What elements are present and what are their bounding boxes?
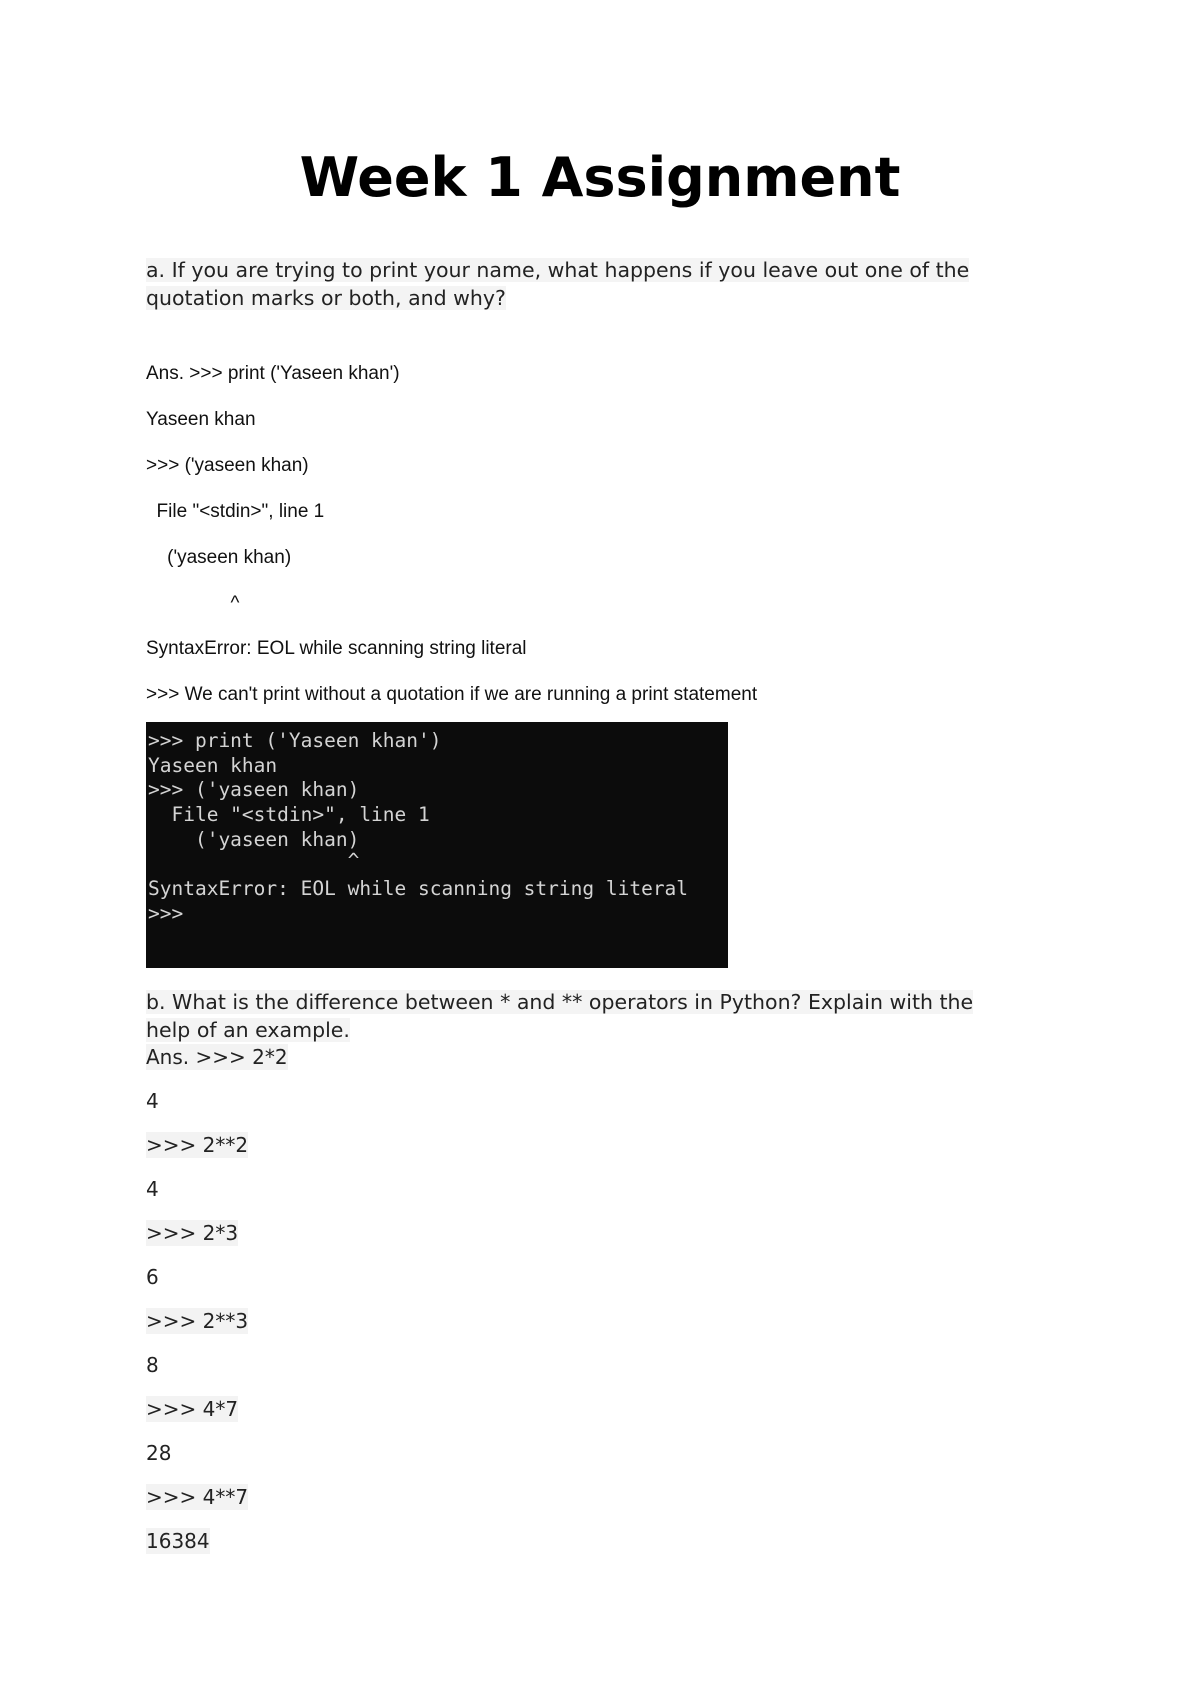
- answer-b-line: >>> 4*7: [146, 1397, 239, 1421]
- answer-b-line: 8: [146, 1353, 159, 1377]
- answer-a-line: File "<stdin>", line 1: [146, 501, 325, 522]
- answer-b-line: 28: [146, 1441, 172, 1465]
- question-b-line-2: help of an example.: [146, 1018, 350, 1042]
- question-a-line-2: quotation marks or both, and why?: [146, 286, 506, 310]
- answer-b-line: >>> 4**7: [146, 1485, 249, 1509]
- answer-b-line: 16384: [146, 1529, 210, 1553]
- terminal-line: ('yaseen khan): [148, 828, 360, 851]
- question-b-line-1: b. What is the difference between * and ** operators in Python? Explain with the: [146, 990, 974, 1014]
- answer-b-line: 4: [146, 1089, 159, 1113]
- terminal-screenshot: [146, 722, 728, 968]
- terminal-line: Yaseen khan: [148, 754, 278, 777]
- answer-a-line: SyntaxError: EOL while scanning string literal: [146, 638, 527, 659]
- answer-b-line: Ans. >>> 2*2: [146, 1045, 288, 1069]
- answer-b-line: 6: [146, 1265, 159, 1289]
- answer-b-line: >>> 2**2: [146, 1133, 249, 1157]
- answer-a-line: ^: [146, 593, 240, 614]
- answer-b-line: >>> 2*3: [146, 1221, 239, 1245]
- question-a-line-1: a. If you are trying to print your name, what happens if you leave out one of the: [146, 258, 970, 282]
- terminal-line: File "<stdin>", line 1: [148, 803, 430, 826]
- terminal-line: >>> ('yaseen khan): [148, 778, 360, 801]
- terminal-line: >>>: [148, 902, 184, 925]
- answer-a-line: Ans. >>> print ('Yaseen khan'): [146, 363, 400, 384]
- document-title: Week 1 Assignment: [299, 146, 901, 209]
- terminal-line: ^: [148, 849, 360, 872]
- answer-b-line: 4: [146, 1177, 159, 1201]
- answer-a-line: >>> ('yaseen khan): [146, 455, 309, 476]
- answer-a-line: >>> We can't print without a quotation if we are running a print statement: [146, 684, 758, 705]
- answer-b-line: >>> 2**3: [146, 1309, 249, 1333]
- terminal-line: >>> print ('Yaseen khan'): [148, 729, 442, 752]
- answer-a-line: Yaseen khan: [146, 409, 256, 430]
- answer-a-line: ('yaseen khan): [146, 547, 292, 568]
- terminal-line: SyntaxError: EOL while scanning string literal: [148, 877, 689, 900]
